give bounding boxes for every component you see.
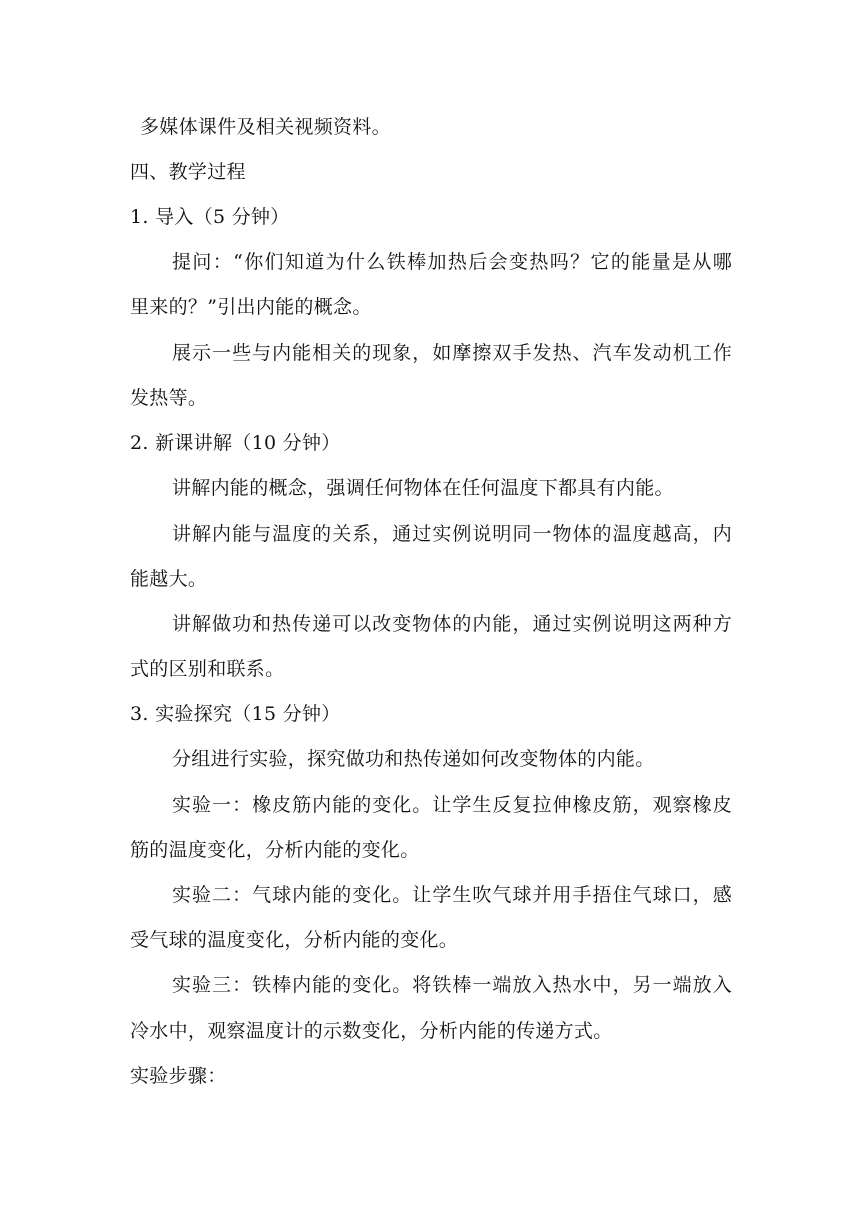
paragraph-line: 实验一：橡皮筋内能的变化。让学生反复拉伸橡皮筋，观察橡皮 bbox=[172, 794, 732, 816]
paragraph-line: 里来的？”引出内能的概念。 bbox=[130, 296, 372, 318]
paragraph-line: 讲解做功和热传递可以改变物体的内能，通过实例说明这两种方 bbox=[172, 613, 732, 635]
paragraph-line: 分组进行实验，探究做功和热传递如何改变物体的内能。 bbox=[172, 748, 655, 770]
steps-label: 实验步骤： bbox=[130, 1065, 227, 1087]
paragraph-line: 发热等。 bbox=[130, 387, 208, 409]
materials-line: 多媒体课件及相关视频资料。 bbox=[140, 116, 391, 138]
paragraph-line: 讲解内能与温度的关系，通过实例说明同一物体的温度越高，内 bbox=[172, 523, 732, 545]
step-heading-lecture: 2. 新课讲解（10 分钟） bbox=[130, 432, 341, 454]
paragraph-line: 受气球的温度变化，分析内能的变化。 bbox=[130, 929, 459, 951]
paragraph-line: 讲解内能的概念，强调任何物体在任何温度下都具有内能。 bbox=[172, 477, 674, 499]
paragraph-line: 冷水中，观察温度计的示数变化，分析内能的传递方式。 bbox=[130, 1020, 613, 1042]
paragraph-line: 提问：“你们知道为什么铁棒加热后会变热吗？它的能量是从哪 bbox=[172, 251, 732, 273]
step-heading-experiment: 3. 实验探究（15 分钟） bbox=[130, 703, 341, 725]
paragraph-line: 能越大。 bbox=[130, 568, 208, 590]
paragraph-line: 实验二：气球内能的变化。让学生吹气球并用手捂住气球口，感 bbox=[172, 884, 732, 906]
step-heading-intro: 1. 导入（5 分钟） bbox=[130, 206, 290, 228]
paragraph-line: 实验三：铁棒内能的变化。将铁棒一端放入热水中，另一端放入 bbox=[172, 974, 732, 996]
paragraph-line: 展示一些与内能相关的现象，如摩擦双手发热、汽车发动机工作 bbox=[172, 342, 732, 364]
section-heading: 四、教学过程 bbox=[130, 161, 246, 183]
paragraph-line: 筋的温度变化，分析内能的变化。 bbox=[130, 839, 420, 861]
paragraph-line: 式的区别和联系。 bbox=[130, 658, 285, 680]
